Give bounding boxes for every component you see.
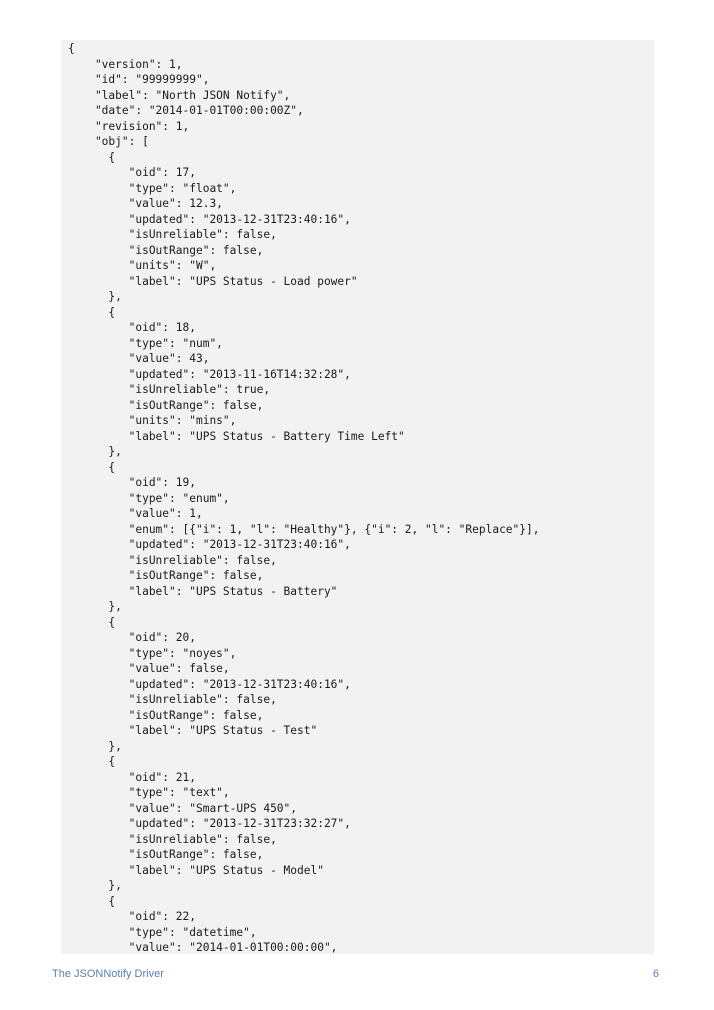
code-line: { [68, 42, 75, 55]
code-lines [61, 41, 539, 954]
code-line: "isOutRange": false, [68, 398, 264, 412]
code-line: "isOutRange": false, [68, 243, 264, 257]
code-line: "oid": 17, [68, 166, 196, 179]
code-line: "isUnreliable": false, [68, 832, 277, 846]
code-line: "oid": 19, [68, 476, 196, 489]
code-line: { [68, 150, 116, 164]
code-line: "date": "2014-01-01T00:00:00Z", [68, 104, 304, 117]
code-line: "isOutRange": false, [68, 848, 264, 861]
code-line: "isUnreliable": false, [68, 553, 277, 567]
code-line: "updated": "2013-12-31T23:32:27", [68, 817, 351, 830]
code-line: "units": "W", [68, 259, 217, 272]
code-line: "label": "UPS Status - Load power" [68, 274, 358, 288]
code-line: }, [68, 445, 122, 458]
code-line: }, [68, 290, 122, 303]
code-line: "obj": [ [68, 135, 149, 148]
code-line: }, [68, 879, 122, 892]
code-line: "oid": 18, [68, 321, 196, 334]
footer-page-number: 6 [652, 968, 659, 980]
code-line: "label": "UPS Status - Model" [68, 863, 324, 877]
code-line: { [68, 460, 116, 474]
code-line: "label": "North JSON Notify", [68, 88, 291, 102]
code-line: { [68, 615, 116, 629]
code-line: "type": "datetime", [68, 925, 257, 939]
code-line: "label": "UPS Status - Battery" [68, 584, 338, 598]
code-line: "revision": 1, [68, 119, 190, 133]
code-line: "oid": 22, [68, 910, 196, 923]
code-line: "isUnreliable": false, [68, 693, 277, 706]
code-line: "updated": "2013-12-31T23:40:16", [68, 538, 351, 551]
code-line: }, [68, 600, 122, 613]
code-line: "version": 1, [68, 57, 183, 71]
code-line: "type": "float", [68, 181, 237, 195]
code-line: "updated": "2013-11-16T14:32:28", [68, 367, 351, 381]
code-line: "label": "UPS Status - Battery Time Left" [68, 429, 405, 443]
code-line: "enum": [{"i": 1, "l": "Healthy"}, {"i": 2, "l": "Replace"}], [68, 522, 540, 536]
code-block [61, 40, 654, 954]
code-line: { [68, 755, 116, 768]
code-line: "value": "2014-01-01T00:00:00", [68, 941, 338, 954]
code-line: "isUnreliable": false, [68, 228, 277, 241]
code-line: { [68, 894, 116, 908]
code-line: "type": "num", [68, 336, 223, 350]
code-line: "type": "enum", [68, 491, 230, 505]
code-line: "units": "mins", [68, 414, 237, 427]
code-line: "oid": 20, [68, 631, 196, 644]
footer-document-title: The JSONNotify Driver [52, 968, 164, 980]
code-line: "isOutRange": false, [68, 708, 264, 722]
code-line: "oid": 21, [68, 770, 196, 784]
code-line: }, [68, 739, 122, 753]
code-line: "isUnreliable": true, [68, 383, 271, 396]
code-line: "isOutRange": false, [68, 569, 264, 582]
code-line: "value": 12.3, [68, 197, 223, 210]
code-line: "label": "UPS Status - Test" [68, 724, 318, 737]
page-footer [52, 968, 659, 984]
code-line: "updated": "2013-12-31T23:40:16", [68, 212, 351, 226]
code-line: "value": false, [68, 662, 230, 675]
code-line: "id": "99999999", [68, 73, 210, 86]
code-line: "value": 43, [68, 352, 210, 365]
code-line: "value": 1, [68, 507, 203, 520]
code-line: "value": "Smart-UPS 450", [68, 801, 298, 815]
code-line: "updated": "2013-12-31T23:40:16", [68, 677, 351, 691]
code-line: { [68, 305, 116, 319]
code-line: "type": "text", [68, 786, 230, 799]
code-line: "type": "noyes", [68, 646, 237, 660]
